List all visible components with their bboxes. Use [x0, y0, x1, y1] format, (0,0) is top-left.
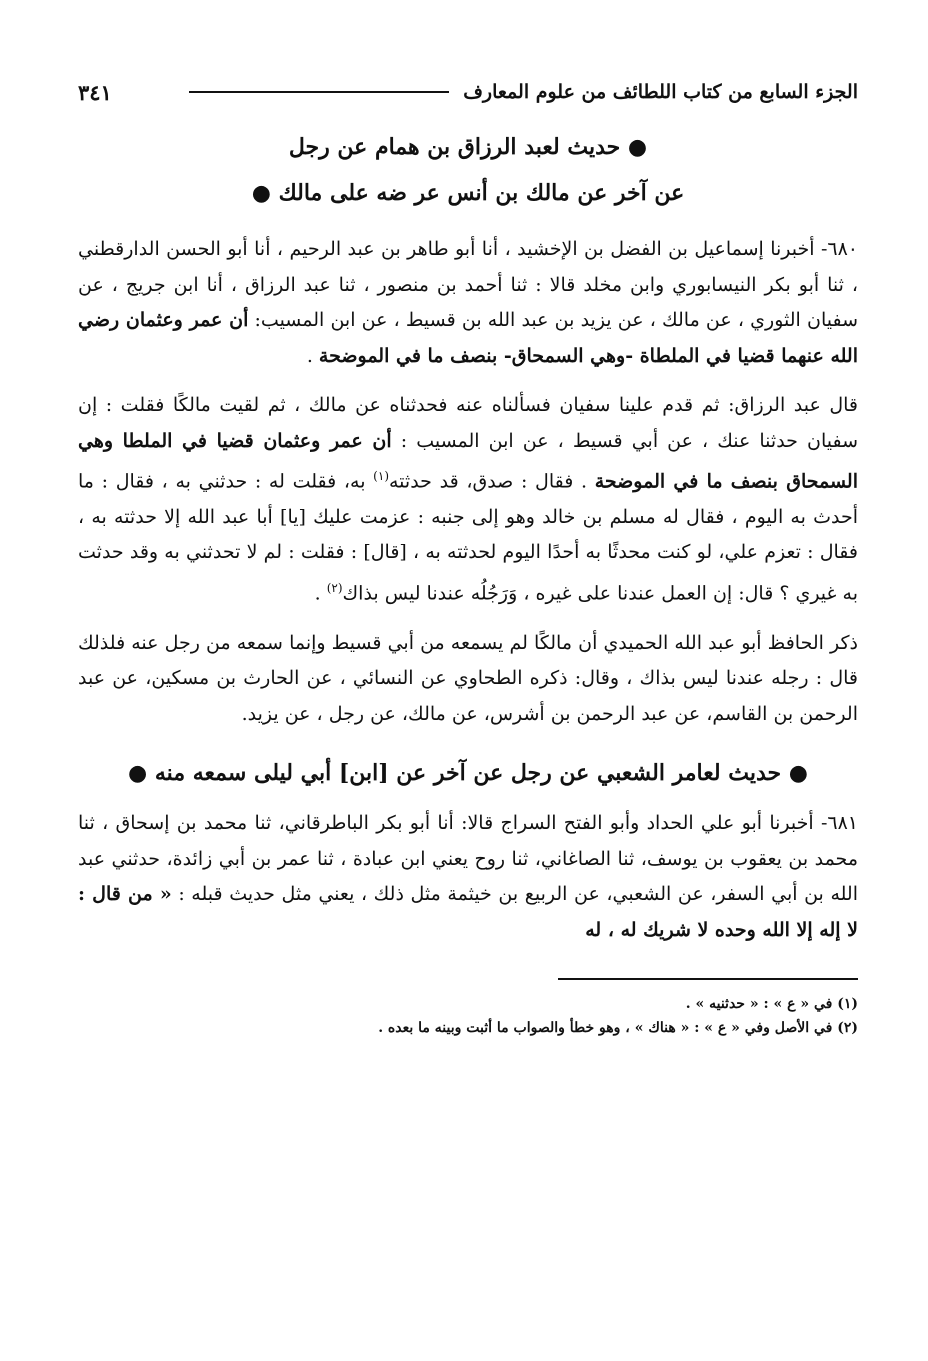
section-heading-1-line-1: ● حديث لعبد الرزاق بن همام عن رجل	[288, 134, 648, 160]
section-heading-1-line-2: عن آخر عن مالك بن أنس عر ضه على مالك ●	[251, 180, 685, 206]
commentary-paragraph-2: ذكر الحافظ أبو عبد الله الحميدي أن مالكًا لم يسمعه من أبي قسيط وإنما سمعه من رجل عنه فلذلك قال : رجله عندنا ليس بذاك ، وقال: ذكره الطحاوي عن النسائي ، عن الحارث بن مسكين، عن عبد الرحمن بن القاسم، عن عبد الرحمن بن أشرس، عن مالك، عن رجل ، عن يزيد.	[78, 631, 858, 725]
header-rule	[189, 91, 449, 93]
hadith-681-chain: ٦٨١- أخبرنا أبو علي الحداد وأبو الفتح السراج قالا: أنا أبو بكر الباطرقاني، ثنا محمد بن إسحاق ، ثنا محمد بن يعقوب بن يوسف، ثنا الصاغاني، ثنا روح يعني ابن عبادة ، ثنا عمر بن أبي زائدة، حدثني عبد الله بن أبي السفر، عن الشعبي، عن الربيع بن خيثمة مثل ذلك ، يعني مثل حديث قبله :	[78, 812, 858, 906]
commentary-1-part-a: قال عبد الرزاق: ثم قدم علينا سفيان فسألناه عنه فحدثناه عن مالك ، ثم لقيت مالكًا فقلت : إن سفيان حدثنا عنك ، عن أبي قسيط ، عن ابن المسيب :	[78, 394, 858, 452]
footnote-ref-1: (١)	[373, 469, 389, 483]
hadith-680-end: .	[306, 344, 313, 367]
footnote-divider	[558, 978, 858, 980]
hadith-681-matn: « من قال : لا إله إلا الله وحده لا شريك له ، له	[78, 883, 858, 941]
commentary-1-end: .	[314, 582, 321, 605]
running-header	[78, 72, 858, 112]
footnote-1: (١) في « ع » : « حدثنيه » .	[685, 996, 858, 1013]
commentary-1-bold-quote: أن عمر وعثمان قضيا في الملطا وهي السمحاق بنصف ما في الموضحة	[78, 429, 858, 493]
commentary-1-part-b: . فقال : صدق، قد حدثته	[389, 470, 588, 493]
commentary-1-part-c: به، فقلت له : حدثني به ، فقال : ما أحدث به اليوم ، فقال له مسلم بن خالد وهو إلى جنبه : عزمت عليك [يا] أبا عبد الله إلا حدثته به ، فقال : تعزم علي، لو كنت محدثًا به أحدًا اليوم لحدثته به ، [قال] : فقلت : لم لا تحدثني به وقد حدثت به غيري ؟ قال: إن العمل عندنا على غيره ، وَرَجُلُه عندنا ليس بذاك	[78, 470, 858, 605]
hadith-681-paragraph	[78, 806, 858, 948]
page-number: ٣٤١	[78, 79, 112, 105]
footnote-2: (٢) في الأصل وفي « ع » : « هناك » ، وهو خطأ والصواب ما أثبت وبينه ما بعده .	[378, 1020, 858, 1037]
footnote-ref-2: (٢)	[326, 580, 343, 595]
hadith-680-paragraph	[78, 232, 858, 374]
hadith-680-chain: ٦٨٠- أخبرنا إسماعيل بن الفضل بن الإخشيد ، أنا أبو طاهر بن عبد الرحيم ، أنا أبو الحسن الدارقطني ، ثنا أبو بكر النيسابوري وابن مخلد قالا : ثنا أحمد بن منصور ، ثنا عبد الرزاق ، أنا ابن جريج ، عن سفيان الثوري ، عن مالك ، عن يزيد بن عبد الله بن قسيط ، عن ابن المسيب:	[78, 238, 858, 331]
hadith-680-matn: أن عمر وعثمان رضي الله عنهما قضيا في الملطاة -وهي السمحاق- بنصف ما في الموضحة	[78, 309, 858, 367]
commentary-paragraph-1	[78, 388, 858, 612]
section-heading-2: ● حديث لعامر الشعبي عن رجل عن آخر عن [ابن] أبي ليلى سمعه منه ●	[128, 760, 808, 787]
running-title: الجزء السابع من كتاب اللطائف من علوم المعارف	[463, 81, 858, 103]
